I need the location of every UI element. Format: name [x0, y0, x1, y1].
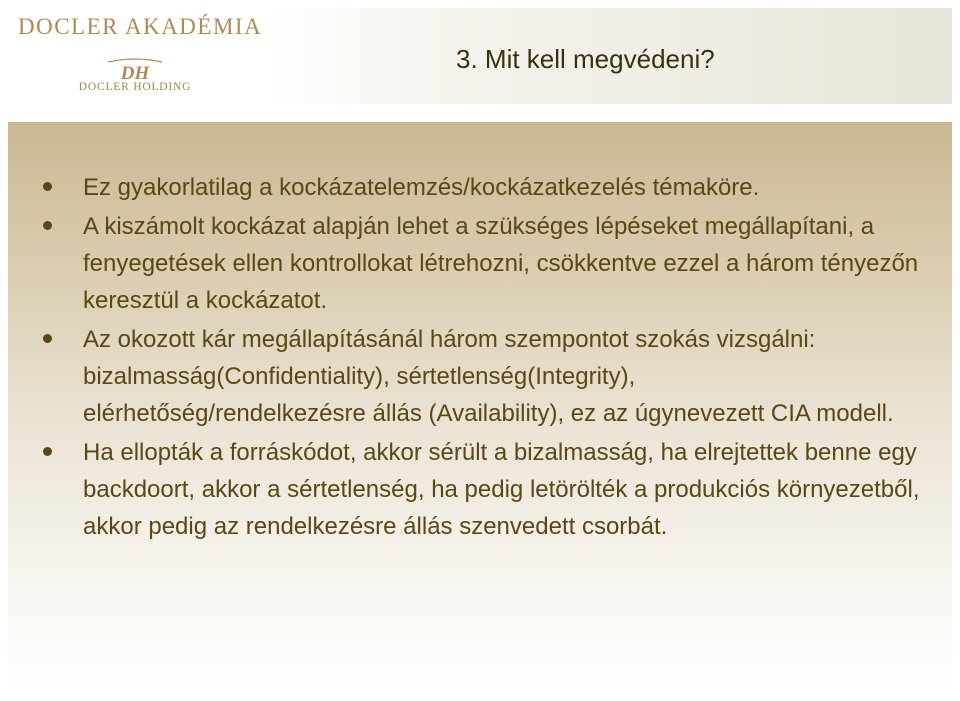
bullet-item [43, 208, 923, 319]
bullet-dot-icon [43, 334, 52, 343]
dh-monogram-icon [100, 58, 170, 82]
bullet-item [43, 321, 923, 432]
bullet-item [43, 169, 923, 206]
bullet-text: Az okozott kár megállapításánál három szempontot szokás vizsgálni: bizalmasság(Confidentiality), sértetlenség(Integrity), elérhetőség/rendelkezésre állás (Availability), ez az úgynevezett CIA modell. [83, 326, 894, 427]
bullet-item [43, 434, 923, 545]
bullet-dot-icon [43, 182, 52, 191]
dh-monogram-text: DH [120, 63, 150, 82]
bullet-dot-icon [43, 221, 52, 230]
bullet-dot-icon [43, 447, 52, 456]
slide-title: 3. Mit kell megvédeni? [456, 44, 715, 74]
bullet-text: A kiszámolt kockázat alapján lehet a szükséges lépéseket megállapítani, a fenyegetések ellen kontrollokat létrehozni, csökkentve ezzel a három tényezőn keresztül a kockázatot. [83, 213, 919, 314]
holding-logo-text: DOCLER HOLDING [78, 81, 192, 93]
holding-logo [60, 58, 210, 98]
bullet-list [43, 169, 923, 547]
bullet-text: Ez gyakorlatilag a kockázatelemzés/kockázatkezelés témaköre. [83, 174, 760, 201]
academy-logo-text: DOCLER AKADÉMIA [18, 14, 263, 39]
bullet-text: Ha ellopták a forráskódot, akkor sérült a bizalmasság, ha elrejtettek benne egy backdoort, akkor a sértetlenség, ha pedig letörölték a produkciós környezetből, akkor pedig az rendelkezésre állás szenvedett csorbát. [83, 439, 920, 540]
